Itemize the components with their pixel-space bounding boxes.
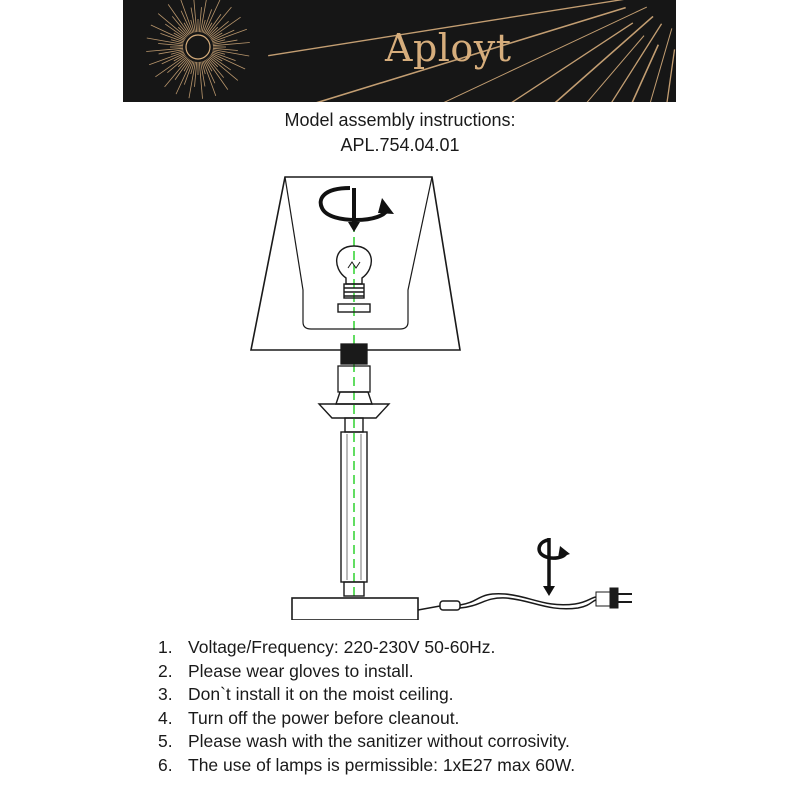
page-title — [0, 108, 800, 158]
item-number: 6. — [158, 754, 173, 775]
list-item — [158, 730, 575, 754]
power-plug-icon — [596, 588, 632, 608]
item-text: Please wear gloves to install. — [188, 660, 414, 681]
list-item — [158, 754, 575, 778]
list-item — [158, 683, 575, 707]
rotate-shade-icon — [321, 188, 388, 225]
lamp-base — [292, 598, 418, 620]
list-item — [158, 660, 575, 684]
item-text: The use of lamps is permissible: 1xE27 max 60W. — [188, 754, 576, 775]
rotate-plug-icon — [539, 538, 566, 586]
lamp-column — [341, 432, 367, 596]
item-text: Voltage/Frequency: 220-230V 50-60Hz. — [188, 637, 496, 657]
model-number: APL.754.04.01 — [340, 135, 460, 155]
item-number: 5. — [158, 731, 173, 751]
item-text: Turn off the power before cleanout. — [188, 707, 460, 728]
item-number: 3. — [158, 684, 173, 704]
list-item — [158, 636, 575, 660]
item-text: Don`t install it on the moist ceiling. — [188, 684, 454, 704]
list-item — [158, 707, 575, 731]
brand-banner — [123, 0, 676, 102]
item-number: 1. — [158, 637, 173, 657]
item-number: 4. — [158, 707, 173, 728]
rotate-arrowhead — [378, 198, 394, 214]
item-number: 2. — [158, 660, 173, 681]
title-line-1: Model assembly instructions: — [284, 110, 516, 130]
lamp-assembly-diagram — [0, 160, 800, 620]
power-cord — [418, 594, 596, 610]
instructions-list — [158, 636, 575, 777]
brand-name: Aployt — [385, 26, 512, 70]
item-text: Please wash with the sanitizer without corrosivity. — [188, 731, 570, 751]
